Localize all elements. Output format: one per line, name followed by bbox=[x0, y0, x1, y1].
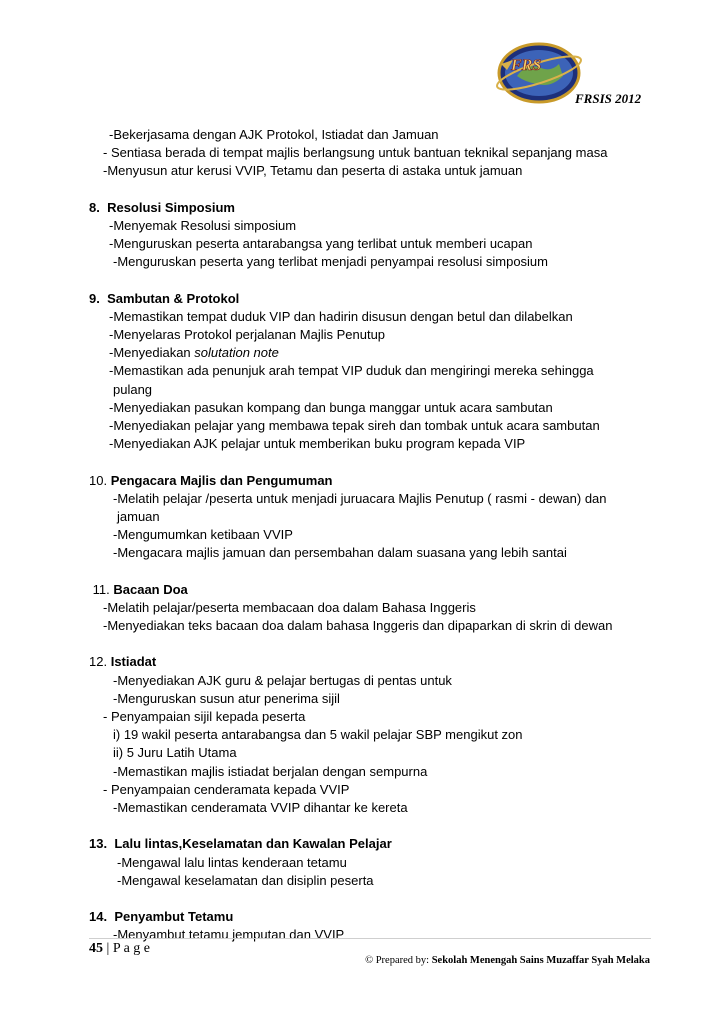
frs-globe-logo bbox=[493, 40, 585, 106]
list-item: -Melatih pelajar /peserta untuk menjadi juruacara Majlis Penutup ( rasmi - dewan) dan bbox=[113, 490, 607, 506]
section-heading bbox=[89, 581, 689, 599]
list-item: -Menyediakan AJK guru & pelajar bertugas di pentas untuk bbox=[113, 672, 452, 688]
list-item: -Mengawal lalu lintas kenderaan tetamu bbox=[117, 854, 347, 870]
section-heading bbox=[89, 653, 689, 671]
svg-text:FRS: FRS bbox=[511, 57, 542, 74]
list-item: -Menguruskan peserta antarabangsa yang terlibat untuk memberi ucapan bbox=[109, 236, 533, 252]
list-item: -Menyelaras Protokol perjalanan Majlis Penutup bbox=[109, 327, 386, 343]
section-title: Resolusi Simposium bbox=[107, 199, 235, 215]
page-number-label: 45 | P a g e bbox=[89, 941, 151, 956]
list-item: -Menyediakan solutation note bbox=[109, 345, 279, 361]
list-item-continuation: pulang bbox=[113, 381, 153, 397]
section-title: Sambutan & Protokol bbox=[107, 290, 240, 306]
section-number: 11. bbox=[92, 581, 110, 597]
page-word: P a g e bbox=[112, 941, 151, 956]
list-item: -Menyediakan teks bacaan doa dalam bahasa Inggeris dan dipaparkan di skrin di dewan bbox=[103, 618, 613, 634]
document-header-title: FRSIS 2012 bbox=[575, 91, 642, 106]
section-heading bbox=[89, 835, 689, 853]
section-title: Penyambut Tetamu bbox=[114, 909, 234, 925]
section-title: Pengacara Majlis dan Pengumuman bbox=[110, 472, 333, 488]
school-name: Sekolah Menengah Sains Muzaffar Syah Melaka bbox=[431, 955, 650, 966]
list-item-continuation: jamuan bbox=[117, 508, 160, 524]
list-item: -Memastikan cenderamata VVIP dihantar ke kereta bbox=[113, 799, 408, 815]
section-number: 8. bbox=[89, 199, 100, 215]
list-item: -Menguruskan susun atur penerima sijil bbox=[113, 690, 340, 706]
list-item: -Menyediakan pelajar yang membawa tepak sireh dan tombak untuk acara sambutan bbox=[109, 418, 600, 433]
list-item: -Menyemak Resolusi simposium bbox=[109, 217, 297, 233]
section-number: 13. bbox=[89, 836, 108, 852]
document-body bbox=[89, 126, 689, 944]
list-item: -Memastikan tempat duduk VIP dan hadirin disusun dengan betul dan dilabelkan bbox=[109, 308, 573, 324]
section-number: 10. bbox=[89, 472, 108, 488]
page-number: 45 bbox=[89, 941, 103, 956]
section-number: 12. bbox=[89, 654, 108, 670]
section-heading bbox=[89, 908, 689, 926]
sub-item: ii) 5 Juru Latih Utama bbox=[113, 745, 237, 761]
list-item: - Sentiasa berada di tempat majlis berlangsung untuk bantuan teknikal sepanjang masa bbox=[103, 145, 608, 161]
section-heading bbox=[89, 472, 689, 490]
section-number: 14. bbox=[89, 909, 108, 925]
list-item: -Melatih pelajar/peserta membacaan doa dalam Bahasa Inggeris bbox=[103, 599, 476, 615]
list-item: -Bekerjasama dengan AJK Protokol, Istiadat dan Jamuan bbox=[109, 127, 439, 142]
italic-term: solutation note bbox=[194, 345, 279, 361]
section-title: Lalu lintas,Keselamatan dan Kawalan Pelajar bbox=[114, 836, 392, 852]
list-item: -Menyusun atur kerusi VVIP, Tetamu dan peserta di astaka untuk jamuan bbox=[103, 163, 523, 179]
list-item: -Menyediakan pasukan kompang dan bunga manggar untuk acara sambutan bbox=[109, 399, 553, 415]
sub-item: i) 19 wakil peserta antarabangsa dan 5 wakil pelajar SBP mengikut zon bbox=[113, 727, 523, 743]
section-title: Istiadat bbox=[110, 654, 157, 670]
section-heading bbox=[89, 290, 689, 308]
section-number: 9. bbox=[89, 290, 100, 306]
list-item: -Memastikan majlis istiadat berjalan dengan sempurna bbox=[113, 763, 428, 779]
list-item: - Penyampaian cenderamata kepada VVIP bbox=[103, 781, 350, 797]
list-item: -Memastikan ada penunjuk arah tempat VIP duduk dan mengiringi mereka sehingga bbox=[109, 363, 594, 379]
list-item: -Menguruskan peserta yang terlibat menjadi penyampai resolusi simposium bbox=[113, 254, 548, 270]
list-item: -Menyambut tetamu jemputan dan VVIP bbox=[113, 927, 345, 943]
section-heading bbox=[89, 199, 689, 217]
list-item: -Mengacara majlis jamuan dan persembahan dalam suasana yang lebih santai bbox=[113, 545, 567, 561]
list-item: -Mengawal keselamatan dan disiplin peserta bbox=[117, 872, 374, 888]
list-item: -Mengumumkan ketibaan VVIP bbox=[113, 527, 293, 543]
list-item: -Menyediakan AJK pelajar untuk memberikan buku program kepada VIP bbox=[109, 436, 526, 452]
prepared-by-footer: © Prepared by: Sekolah Menengah Sains Muzaffar Syah Melaka bbox=[365, 955, 650, 966]
footer-divider bbox=[89, 938, 651, 939]
list-item: - Penyampaian sijil kepada peserta bbox=[103, 709, 306, 724]
section-title: Bacaan Doa bbox=[113, 581, 188, 597]
